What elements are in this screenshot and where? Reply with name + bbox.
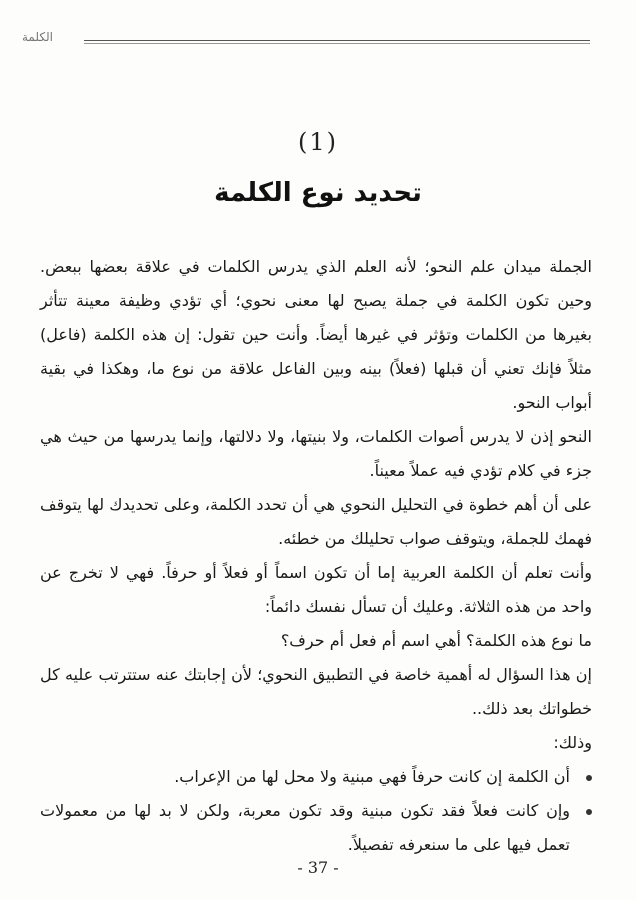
bullet-list — [40, 760, 592, 862]
bullet-icon — [586, 775, 592, 781]
bullet-item — [40, 794, 592, 862]
header-rule — [84, 40, 590, 41]
page-number: - 37 - — [297, 858, 339, 877]
bullet-text: أن الكلمة إن كانت حرفاً فهي مبنية ولا محل لها من الإعراب. — [174, 767, 570, 786]
bullet-item — [40, 760, 592, 794]
header-rule-secondary — [84, 43, 590, 44]
paragraph: على أن أهم خطوة في التحليل النحوي هي أن تحدد الكلمة، وعلى تحديدك لها يتوقف فهمك للجملة، ويتوقف صواب تحليلك من خطئه. — [40, 495, 592, 548]
running-header — [22, 30, 590, 48]
paragraph: إن هذا السؤال له أهمية خاصة في التطبيق النحوي؛ لأن إجابتك عنه ستترتب عليه كل خطواتك بعد ذلك.. — [40, 665, 592, 718]
chapter-title: تحديد نوع الكلمة — [214, 178, 422, 208]
bullet-icon — [586, 809, 592, 815]
paragraph: الجملة ميدان علم النحو؛ لأنه العلم الذي يدرس الكلمات في علاقة بعضها ببعض. وحين تكون الكلمة في جملة يصبح لها معنى نحوي؛ أي تؤدي وظيفة معينة تتأثر بغيرها من الكلمات وتؤثر في غيرها أيضاً. وأنت حين تقول: إن هذه الكلمة (فاعل) مثلاً فإنك تعني أن قبلها (فعلاً) بينه وبين الفاعل علاقة من نوع ما، وهكذا في بقية أبواب النحو. — [40, 257, 592, 412]
paragraph: وذلك: — [553, 733, 592, 752]
body-text — [40, 250, 592, 862]
chapter-number: (1) — [298, 128, 338, 156]
paragraph: ما نوع هذه الكلمة؟ أهي اسم أم فعل أم حرف؟ — [280, 631, 592, 650]
running-header-title: الكلمة — [22, 30, 53, 44]
paragraph: النحو إذن لا يدرس أصوات الكلمات، ولا بنيتها، ولا دلالتها، وإنما يدرسها من حيث هي جزء في كلام تؤدي فيه عملاً معيناً. — [40, 427, 592, 480]
paragraph: وأنت تعلم أن الكلمة العربية إما أن تكون اسماً أو فعلاً أو حرفاً. فهي لا تخرج عن واحد من هذه الثلاثة. وعليك أن تسأل نفسك دائماً: — [40, 563, 592, 616]
bullet-text: وإن كانت فعلاً فقد تكون مبنية وقد تكون معربة، ولكن لا بد لها من معمولات تعمل فيها على ما سنعرفه تفصيلاً. — [40, 801, 570, 854]
